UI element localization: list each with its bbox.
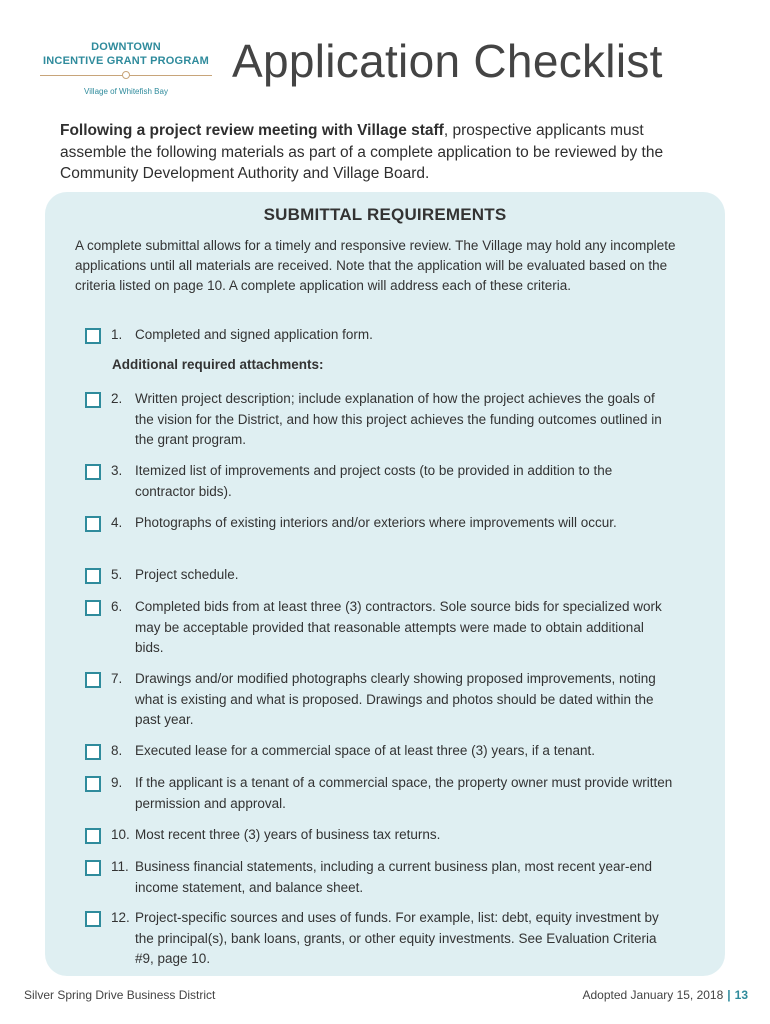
checkbox[interactable] (85, 464, 101, 480)
logo-line-program: INCENTIVE GRANT PROGRAM (43, 55, 209, 67)
intro-text: , prospective applicants must assemble the following materials as part of a complete application to be reviewed by the Community Development Authority and Village Board. (60, 122, 664, 182)
checkbox[interactable] (85, 911, 101, 927)
item-text: Project schedule. (135, 567, 239, 582)
intro-bold-text: Following a project review meeting with Village staff (60, 122, 444, 139)
item-text: Completed and signed application form. (135, 327, 373, 342)
checkbox[interactable] (85, 860, 101, 876)
item-number: 7. (111, 671, 123, 686)
item-number: 10. (111, 827, 130, 842)
footer-district: Silver Spring Drive Business District (24, 988, 216, 1002)
item-number: 12. (111, 910, 130, 925)
checkbox[interactable] (85, 516, 101, 532)
item-text: Photographs of existing interiors and/or exteriors where improvements will occur. (135, 515, 617, 530)
checkbox[interactable] (85, 568, 101, 584)
checkbox[interactable] (85, 600, 101, 616)
panel-description: A complete submittal allows for a timely and responsive review. The Village may hold any incomplete applications until all materials are received. Note that the application will be evaluated based on the criteria listed on page 10. A complete application will address each of these criteria. (75, 238, 676, 293)
intro-paragraph (60, 120, 710, 185)
page-title: Application Checklist (232, 35, 663, 87)
item-text: Drawings and/or modified photographs clearly showing proposed improvements, noting what is existing and what is proposed. Drawings and photos should be dated within the past year. (135, 671, 656, 727)
item-text: Business financial statements, including a current business plan, most recent year-end income statement, and balance sheet. (135, 859, 653, 895)
item-text: Most recent three (3) years of business tax returns. (135, 827, 441, 842)
attachments-subheading: Additional required attachments: (112, 357, 324, 372)
item-number: 5. (111, 567, 123, 582)
item-text: Itemized list of improvements and project costs (to be provided in addition to the contractor bids). (135, 463, 613, 499)
item-number: 2. (111, 391, 123, 406)
item-number: 3. (111, 463, 123, 478)
item-text: Executed lease for a commercial space of at least three (3) years, if a tenant. (135, 743, 595, 758)
page-number: 13 (734, 988, 748, 1002)
panel-title: SUBMITTAL REQUIREMENTS (263, 205, 507, 224)
item-number: 1. (111, 327, 123, 342)
item-number: 6. (111, 599, 123, 614)
checkbox[interactable] (85, 828, 101, 844)
item-number: 4. (111, 515, 123, 530)
item-number: 8. (111, 743, 123, 758)
checkbox[interactable] (85, 776, 101, 792)
checkbox[interactable] (85, 744, 101, 760)
logo-line-village: Village of Whitefish Bay (84, 87, 168, 96)
program-logo (40, 40, 212, 97)
item-text: Completed bids from at least three (3) contractors. Sole source bids for specialized work may be acceptable provided that reasonable attempts were made to obtain additional bids. (135, 599, 662, 655)
checkbox[interactable] (85, 392, 101, 408)
checkbox[interactable] (85, 328, 101, 344)
logo-divider (40, 70, 212, 80)
item-number: 11. (111, 859, 129, 874)
item-number: 9. (111, 775, 123, 790)
item-text: Written project description; include explanation of how the project achieves the goals of the vision for the District, and how this project achieves the funding outcomes outlined in the grant program. (135, 391, 662, 447)
footer-adopted (583, 988, 749, 1002)
checkbox[interactable] (85, 672, 101, 688)
logo-divider-dot-icon (122, 71, 130, 79)
item-text: If the applicant is a tenant of a commercial space, the property owner must provide written permission and approval. (135, 775, 673, 811)
item-text: Project-specific sources and uses of funds. For example, list: debt, equity investment by the principal(s), bank loans, grants, or other equity investments. See Evaluation Criteria #9, page 10. (135, 910, 659, 966)
footer-separator: | (727, 988, 731, 1002)
logo-line-downtown: DOWNTOWN (91, 41, 161, 53)
footer-adopted-date: Adopted January 15, 2018 (582, 988, 724, 1002)
